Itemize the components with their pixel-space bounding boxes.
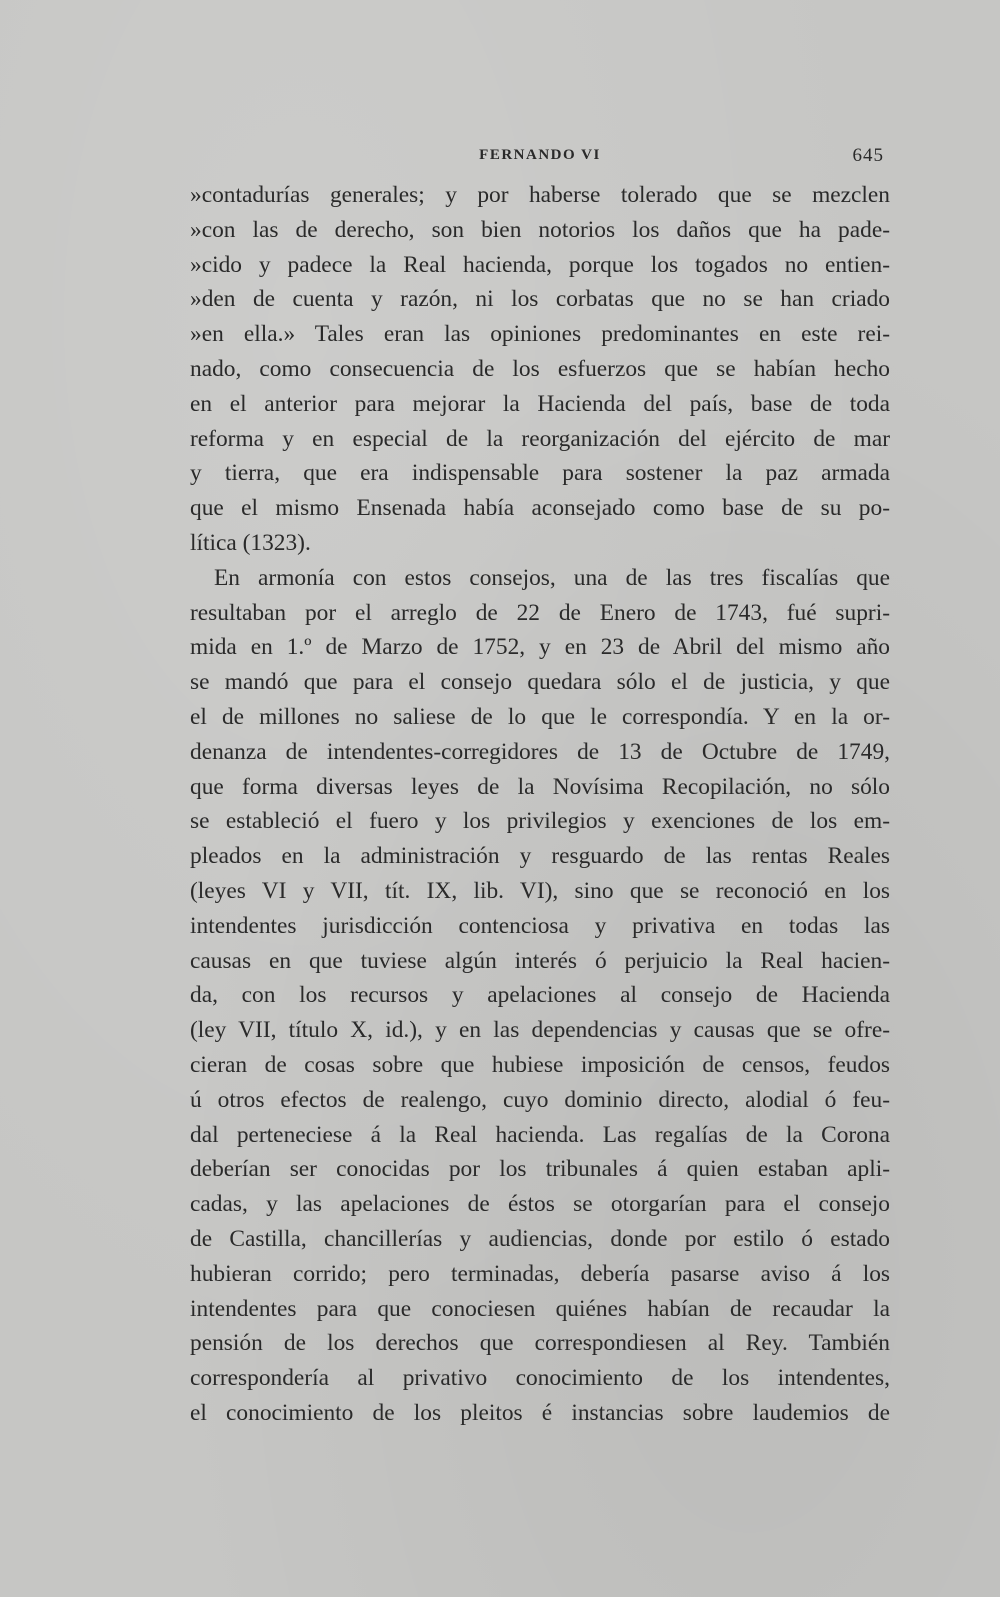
text-line: da, con los recursos y apelaciones al consejo de Hacienda — [190, 982, 890, 1009]
text-line: denanza de intendentes-corregidores de 13 de Octubre de 1749, — [190, 738, 890, 765]
text-line: (leyes VI y VII, tít. IX, lib. VI), sino que se reconoció en los — [190, 877, 890, 904]
text-line: y tierra, que era indispensable para sostener la paz armada — [190, 460, 890, 487]
text-line: pleados en la administración y resguardo de las rentas Reales — [190, 843, 890, 870]
text-line: el conocimiento de los pleitos é instancias sobre laudemios de — [190, 1399, 890, 1426]
text-line: correspondería al privativo conocimiento de los intendentes, — [190, 1365, 890, 1392]
text-line: de Castilla, chancillerías y audiencias, donde por estilo ó estado — [190, 1225, 890, 1252]
text-line: dal perteneciese á la Real hacienda. Las regalías de la Corona — [190, 1121, 890, 1148]
text-line: se estableció el fuero y los privilegios y exenciones de los em- — [190, 808, 890, 835]
page-number: 645 — [852, 145, 884, 166]
text-line: cieran de cosas sobre que hubiese imposición de censos, feudos — [190, 1051, 890, 1078]
paragraph-start-line: En armonía con estos consejos, una de las tres fiscalías que — [214, 564, 890, 591]
text-line: reforma y en especial de la reorganización del ejército de mar — [190, 425, 890, 452]
text-line: deberían ser conocidas por los tribunales á quien estaban apli- — [190, 1156, 890, 1183]
text-line: causas en que tuviese algún interés ó perjuicio la Real hacien- — [190, 947, 890, 974]
text-line: »contadurías generales; y por haberse tolerado que se mezclen — [190, 182, 890, 208]
text-line: cadas, y las apelaciones de éstos se otorgarían para el consejo — [190, 1191, 890, 1218]
text-line: »cido y padece la Real hacienda, porque los togados no entien- — [190, 251, 890, 278]
text-line: »den de cuenta y razón, ni los corbatas que no se han criado — [190, 286, 890, 313]
text-line: pensión de los derechos que correspondiesen al Rey. También — [190, 1330, 890, 1357]
text-line: ú otros efectos de realengo, cuyo dominio directo, alodial ó feu- — [190, 1086, 890, 1113]
text-line: que forma diversas leyes de la Novísima Recopilación, no sólo — [190, 773, 890, 800]
text-line: intendentes jurisdicción contenciosa y privativa en todas las — [190, 912, 890, 939]
running-title: FERNANDO VI — [479, 147, 601, 163]
text-line: el de millones no saliese de lo que le correspondía. Y en la or- — [190, 703, 890, 730]
running-header — [190, 145, 890, 169]
text-line: »en ella.» Tales eran las opiniones predominantes en este rei- — [190, 321, 890, 348]
text-line: resultaban por el arreglo de 22 de Enero de 1743, fué supri- — [190, 599, 890, 626]
text-line: se mandó que para el consejo quedara sólo el de justicia, y que — [190, 669, 890, 696]
paragraph-end-line: lítica (1323). — [190, 529, 311, 556]
text-line: (ley VII, título X, id.), y en las dependencias y causas que se ofre- — [190, 1017, 890, 1044]
text-line: mida en 1.º de Marzo de 1752, y en 23 de Abril del mismo año — [190, 634, 890, 661]
text-line: »con las de derecho, son bien notorios los daños que ha pade- — [190, 216, 890, 243]
text-line: intendentes para que conociesen quiénes habían de recaudar la — [190, 1295, 890, 1322]
body-text — [190, 178, 890, 1431]
text-line: en el anterior para mejorar la Hacienda del país, base de toda — [190, 390, 890, 417]
text-line: nado, como consecuencia de los esfuerzos que se habían hecho — [190, 355, 890, 382]
text-line: hubieran corrido; pero terminadas, debería pasarse aviso á los — [190, 1260, 890, 1287]
text-line: que el mismo Ensenada había aconsejado como base de su po- — [190, 495, 890, 522]
